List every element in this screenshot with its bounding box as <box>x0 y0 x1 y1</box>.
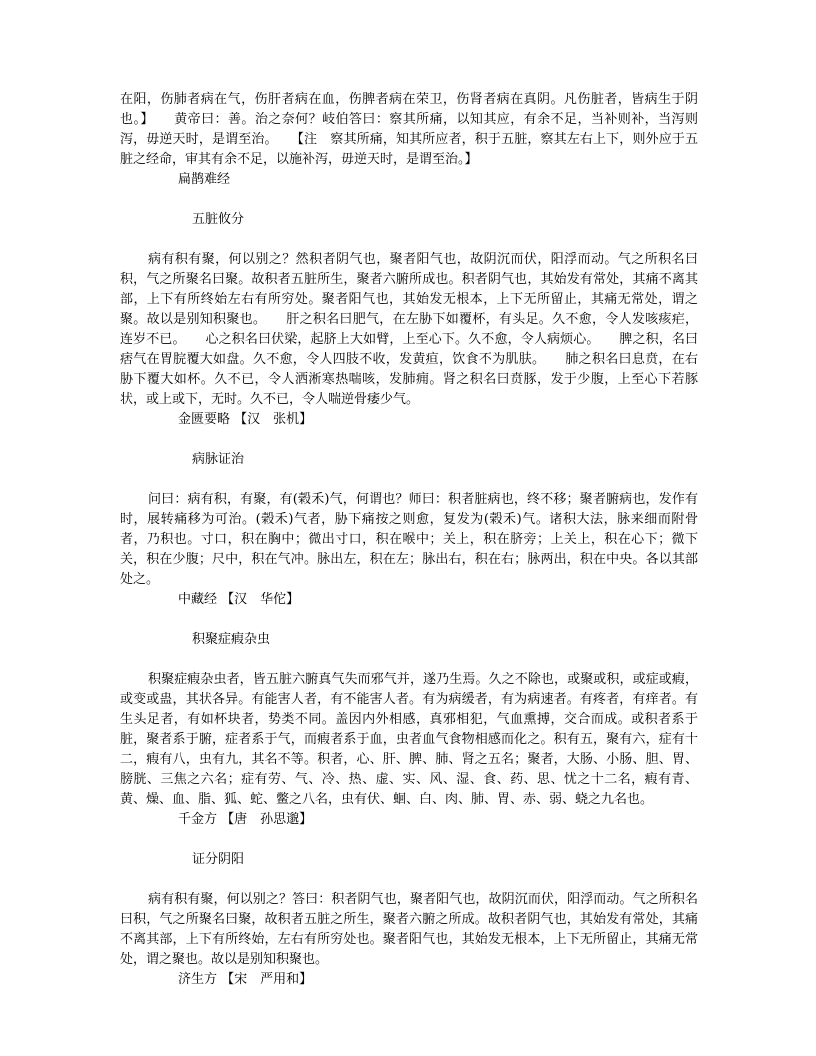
section-heading: 病脉证治 <box>192 452 245 467</box>
body-paragraph: 病有积有聚，何以别之？然积者阴气也，聚者阳气也，故阴沉而伏，阳浮而动。气之所积名曰积，气之所聚名曰聚。故积者五脏所生，聚者六腑所成也。积者阴气也，其始发有常处，其痛不离其部，上下有所终始左右有所穷处。聚者阳气也，其始发无根本，上下无所留止，其痛无常处，谓之聚。故以是别知积聚也。 肝之积名曰肥气，在左胁下如覆杯，有头足。久不愈，令人发咳痎疟，连岁不已。 心之积名曰伏梁，起脐上大如臂，上至心下。久不愈，令人病烦心。 脾之积，名曰痞气在胃脘覆大如盘。久不愈，令人四肢不收，发黄疸，饮食不为肌肤。 肺之积名曰息贲，在右胁下覆大如杯。久不已，令人洒淅寒热喘咳，发肺痈。肾之积名曰贲豚，发于少腹，上至心下若豚状，或上或下，无时。久不已，令人喘逆骨痿少气。 <box>120 252 698 407</box>
source-citation: 千金方 【唐 孙思邈】 <box>178 812 313 827</box>
source-citation: 中藏经 【汉 华佗】 <box>178 592 300 607</box>
source-citation: 金匮要略 【汉 张机】 <box>178 412 313 427</box>
source-citation: 济生方 【宋 严用和】 <box>178 972 313 987</box>
body-paragraph: 病有积有聚，何以别之？答曰：积者阴气也，聚者阳气也，故阴沉而伏，阳浮而动。气之所积名曰积，气之所聚名曰聚，故积者五脏之所生，聚者六腑之所成。故积者阴气也，其始发有常处，其痛不离其部，上下有所终始，左右有所穷处也。聚者阳气也，其始发无根本，上下无所留止，其痛无常处，谓之聚也。故以是别知积聚也。 <box>120 892 698 967</box>
section-heading: 五脏攸分 <box>192 212 245 227</box>
body-paragraph: 问曰：病有积，有聚，有(榖禾)气，何谓也？师曰：积者脏病也，终不移；聚者腑病也，发作有时，展转痛移为可治。(榖禾)气者，胁下痛按之则愈，复发为(榖禾)气。诸积大法，脉来细而附骨者，乃积也。寸口，积在胸中；微出寸口，积在喉中；关上，积在脐旁；上关上，积在心下；微下关，积在少腹；尺中，积在气冲。脉出左，积在左；脉出右，积在右；脉两出，积在中央。各以其部处之。 <box>120 492 698 587</box>
source-citation: 扁鹊难经 <box>178 172 231 187</box>
section-heading: 积聚症瘕杂虫 <box>192 632 271 647</box>
section-heading: 证分阴阳 <box>192 852 245 867</box>
intro-paragraph: 在阳，伤肺者病在气，伤肝者病在血，伤脾者病在荣卫，伤肾者病在真阴。凡伤脏者，皆病生于阴也。】 黄帝曰：善。治之奈何？岐伯答曰：察其所痛，以知其应，有余不足，当补则补，当泻则泻，毋逆天时，是谓至治。 【注 察其所痛，知其所应者，积于五脏，察其左右上下，则外应于五脏之经命，审其有余不足，以施补泻，毋逆天时，是谓至治。】 <box>120 92 698 167</box>
document-page <box>120 90 698 990</box>
body-paragraph: 积聚症瘕杂虫者，皆五脏六腑真气失而邪气并，遂乃生焉。久之不除也，或聚或积，或症或瘕，或变或蛊，其状各异。有能害人者，有不能害人者。有为病缓者，有为病速者。有疼者，有痒者。有生头足者，有如杯块者，势类不同。盖因内外相感，真邪相犯，气血熏搏，交合而成。或积者系于脏，聚者系于腑，症者系于气，而瘕者系于血，虫者血气食物相感而化之。积有五，聚有六，症有十二，瘕有八，虫有九，其名不等。积者，心、肝、脾、肺、肾之五名；聚者，大肠、小肠、胆、胃、膀胱、三焦之六名；症有劳、气、冷、热、虚、实、风、湿、食、药、思、忧之十二名，瘕有青、黄、燥、血、脂、狐、蛇、鳖之八名，虫有伏、蛔、白、肉、肺、胃、赤、弱、蛲之九名也。 <box>120 672 698 807</box>
